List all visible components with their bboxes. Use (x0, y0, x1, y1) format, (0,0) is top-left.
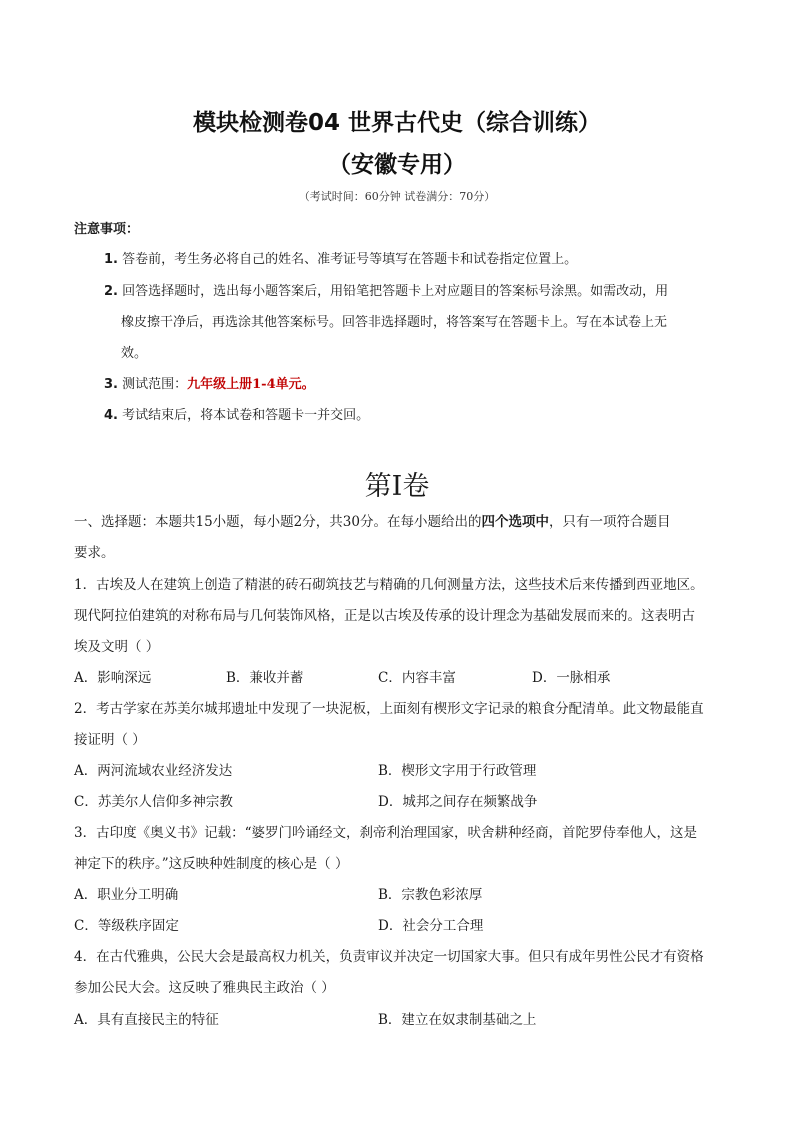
option-c: C．内容丰富 (378, 670, 456, 686)
question-1-line: 现代阿拉伯建筑的对称布局与几何装饰风格，正是以古埃及传承的设计理念为基础发展而来的。这表明古 (74, 608, 695, 624)
option-b: B．建立在奴隶制基础之上 (378, 1012, 537, 1028)
page-title: 模块检测卷04 世界古代史（综合训练） (192, 110, 601, 136)
instructions-line-2: 要求。 (74, 545, 115, 561)
question-1-line: 埃及文明（ ） (74, 639, 160, 655)
note-number: 2. (104, 284, 118, 299)
instructions-line-1 (74, 510, 670, 530)
option-d: D．城邦之间存在频繁战争 (378, 794, 538, 810)
option-a: A．具有直接民主的特征 (74, 1012, 219, 1028)
section-title: 第Ⅰ卷 (364, 471, 430, 502)
question-4-line: 参加公民大会。这反映了雅典民主政治（ ） (74, 980, 335, 996)
note-number: 3. (104, 377, 118, 392)
note-item-1 (104, 248, 577, 267)
option-b: B．兼收并蓄 (226, 670, 304, 686)
exam-info: （考试时间：60分钟 试卷满分：70分） (298, 190, 496, 203)
note-number: 1. (104, 252, 118, 267)
question-3-line: 神定下的秩序。”这反映种姓制度的核心是（ ） (74, 856, 349, 872)
option-c: C．苏美尔人信仰多神宗教 (74, 794, 233, 810)
option-a: A．职业分工明确 (74, 887, 179, 903)
note-text-continued: 效。 (121, 346, 148, 361)
question-3-line: 3．古印度《奥义书》记载：“婆罗门吟诵经文，刹帝利治理国家，吠舍耕种经商，首陀罗侍奉他人，这是 (74, 825, 697, 841)
note-text: 考试结束后，将本试卷和答题卡一并交回。 (122, 408, 370, 423)
question-4-line: 4．在古代雅典，公民大会是最高权力机关，负责审议并决定一切国家大事。但只有成年男性公民才有资格 (74, 949, 704, 965)
question-1-line: 1．古埃及人在建筑上创造了精湛的砖石砌筑技艺与精确的几何测量方法，这些技术后来传播到西亚地区。 (74, 577, 704, 593)
note-text: 回答选择题时，选出每小题答案后，用铅笔把答题卡上对应题目的答案标号涂黑。如需改动，用 (122, 284, 669, 299)
option-b: B．楔形文字用于行政管理 (378, 763, 537, 779)
option-b: B．宗教色彩浓厚 (378, 887, 483, 903)
note-item-3 (104, 373, 315, 392)
note-text: 测试范围： (122, 377, 188, 392)
notes-heading: 注意事项： (74, 222, 140, 237)
option-a: A．两河流域农业经济发达 (74, 763, 233, 779)
option-a: A．影响深远 (74, 670, 152, 686)
option-d: D．一脉相承 (532, 670, 611, 686)
note-item-2 (104, 280, 668, 299)
instructions-text: ，只有一项符合题目 (548, 514, 671, 530)
test-range-highlight: 九年级上册1-4单元。 (187, 377, 315, 392)
question-2-line: 2．考古学家在苏美尔城邦遗址中发现了一块泥板，上面刻有楔形文字记录的粮食分配清单。此文物最能直 (74, 701, 704, 717)
instructions-emphasis: 四个选项中 (481, 514, 549, 530)
page-subtitle: （安徽专用） (328, 152, 466, 178)
note-text-continued: 橡皮擦干净后，再选涂其他答案标号。回答非选择题时，将答案写在答题卡上。写在本试卷上无 (121, 315, 668, 330)
note-number: 4. (104, 408, 118, 423)
option-c: C．等级秩序固定 (74, 918, 179, 934)
instructions-text: 一、选择题：本题共15小题，每小题2分，共30分。在每小题给出的 (74, 514, 482, 530)
option-d: D．社会分工合理 (378, 918, 484, 934)
note-item-4 (104, 404, 369, 423)
note-text: 答卷前，考生务必将自己的姓名、准考证号等填写在答题卡和试卷指定位置上。 (122, 252, 578, 267)
question-2-line: 接证明（ ） (74, 732, 146, 748)
